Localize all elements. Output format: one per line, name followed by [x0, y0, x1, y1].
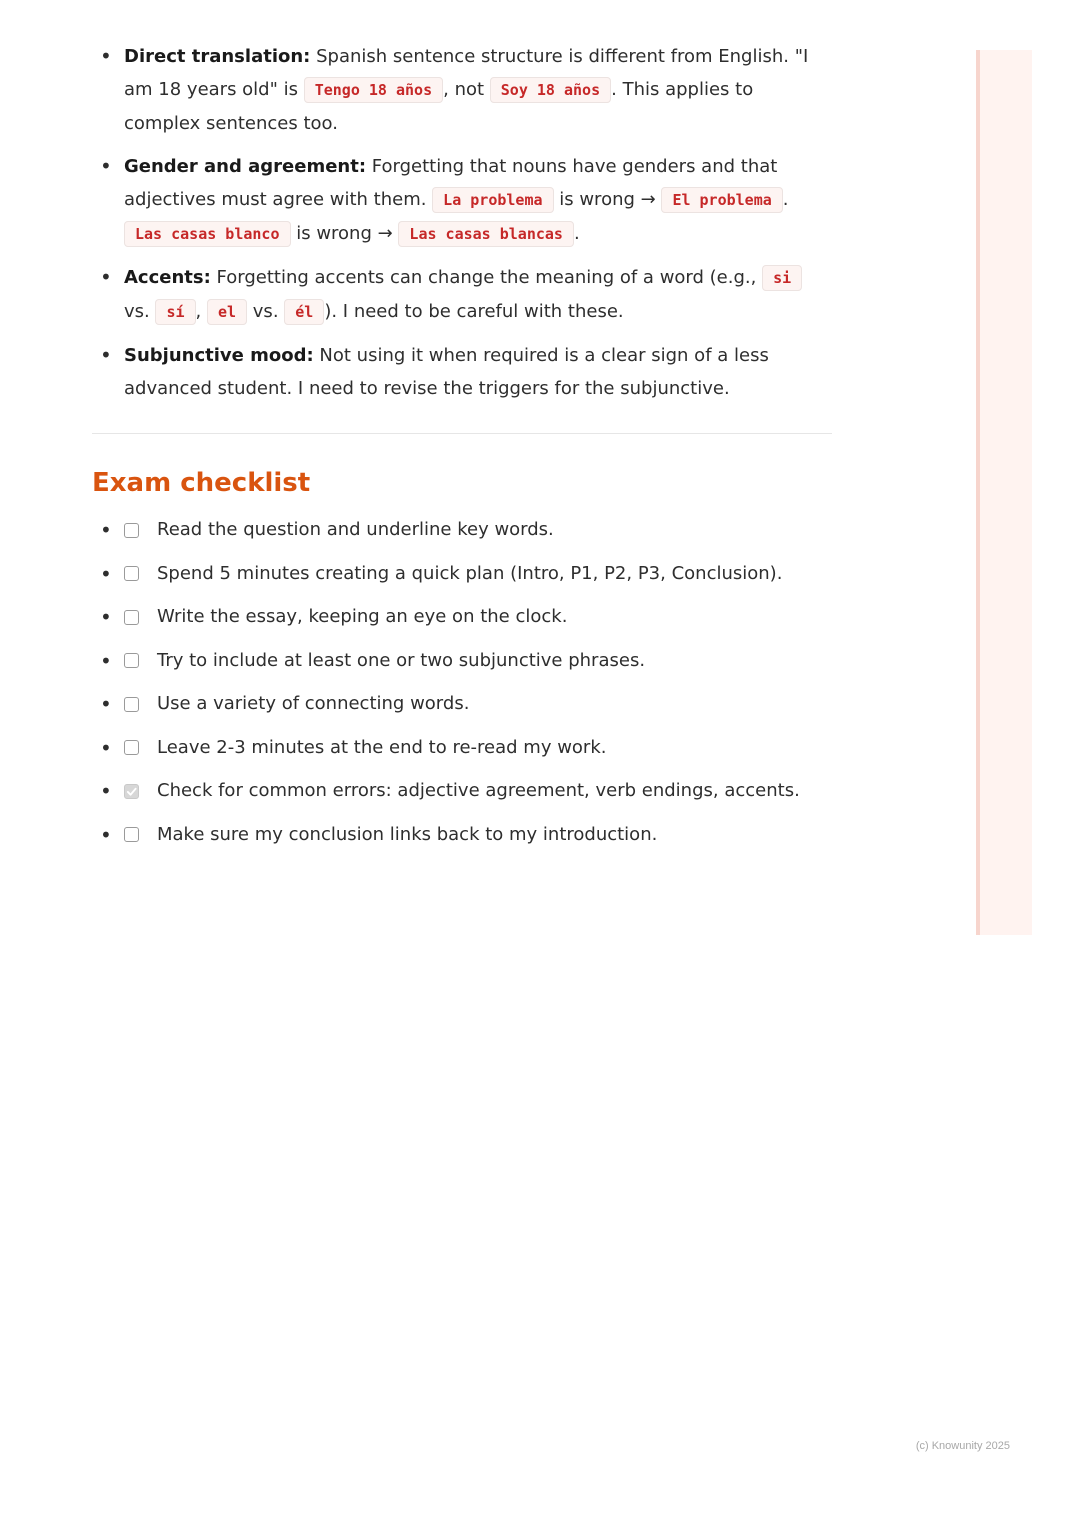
mistake-text: is wrong →: [290, 223, 399, 244]
checkbox-icon[interactable]: [124, 610, 139, 625]
checklist-item: [92, 690, 832, 718]
spanish-example: Soy 18 años: [490, 77, 611, 103]
checklist-item-text: • Use a variety of connecting words.: [157, 693, 470, 714]
checklist-item: [92, 516, 832, 544]
mistake-text: , not: [443, 79, 490, 100]
spanish-example: Las casas blanco: [124, 221, 291, 247]
mistake-text: Forgetting accents can change the meaning of a word (e.g.,: [210, 267, 763, 288]
checklist-item-text: • Make sure my conclusion links back to my introduction.: [157, 823, 658, 845]
mistake-text: vs.: [124, 301, 156, 322]
mistake-item: [92, 150, 832, 251]
checkbox-icon[interactable]: [124, 827, 139, 842]
checkbox-icon[interactable]: [124, 653, 139, 668]
checklist-item-text: • Check for common errors: adjective agreement, verb endings, accents.: [157, 780, 800, 801]
mistake-item: [92, 339, 832, 405]
mistake-item: [92, 40, 832, 140]
spanish-example: La problema: [432, 187, 553, 213]
checklist-item: [92, 734, 832, 762]
mistake-text: vs.: [247, 301, 285, 322]
checklist-item: [92, 603, 832, 631]
mistake-text: Spanish sentence structure is different from English. "I am 18 years old" is: [124, 46, 809, 100]
mistake-text: is wrong →: [553, 189, 662, 210]
mistake-title: Direct translation:: [124, 46, 311, 67]
exam-checklist: [92, 516, 832, 849]
mistake-text: Forgetting that nouns have genders and that adjectives must agree with them.: [124, 156, 778, 210]
spanish-example: Tengo 18 años: [304, 77, 443, 103]
checklist-item: [92, 560, 832, 588]
mistake-text: . This applies to complex sentences too.: [124, 79, 754, 134]
checklist-item: [92, 647, 832, 675]
spanish-example: él: [284, 299, 324, 325]
checklist-item: [92, 777, 832, 805]
side-panel: [976, 50, 1032, 935]
checklist-item-text: • Leave 2-3 minutes at the end to re-read my work.: [157, 736, 607, 758]
checkbox-icon[interactable]: [124, 740, 139, 755]
checklist-item: [92, 821, 832, 849]
exam-checklist-heading: Exam checklist: [92, 468, 311, 498]
spanish-example: sí: [155, 299, 195, 325]
checkbox-icon[interactable]: [124, 566, 139, 581]
copyright-footer: (c) Knowunity 2025: [915, 1440, 1010, 1452]
checkbox-icon[interactable]: [124, 523, 139, 538]
mistake-text: ,: [195, 301, 207, 322]
mistake-item: [92, 261, 832, 329]
checklist-item-text: • Write the essay, keeping an eye on the clock.: [157, 606, 568, 627]
mistake-title: Gender and agreement:: [124, 156, 367, 177]
section-divider: [92, 433, 832, 434]
spanish-example: El problema: [661, 187, 782, 213]
spanish-example: el: [207, 299, 247, 325]
mistake-text: .: [573, 223, 580, 244]
checklist-item-text: • Read the question and underline key words.: [157, 519, 554, 540]
checklist-item-text: • Try to include at least one or two subjunctive phrases.: [157, 649, 646, 671]
mistake-text: Not using it when required is a clear sign of a less advanced student. I need to revise the triggers for the subjunctive.: [124, 345, 769, 399]
common-mistakes-list: [92, 40, 832, 405]
checkbox-icon[interactable]: [124, 697, 139, 712]
mistake-text: .: [782, 189, 789, 210]
check-mark-icon: [126, 786, 137, 797]
mistake-title: Subjunctive mood:: [124, 345, 314, 366]
mistake-title: Accents:: [124, 267, 211, 288]
spanish-example: si: [762, 265, 802, 291]
checkbox-icon[interactable]: [124, 784, 139, 799]
main-content: [92, 40, 832, 864]
checklist-item-text: • Spend 5 minutes creating a quick plan (Intro, P1, P2, P3, Conclusion).: [157, 562, 783, 584]
spanish-example: Las casas blancas: [398, 221, 574, 247]
mistake-text: ). I need to be careful with these.: [324, 301, 624, 322]
